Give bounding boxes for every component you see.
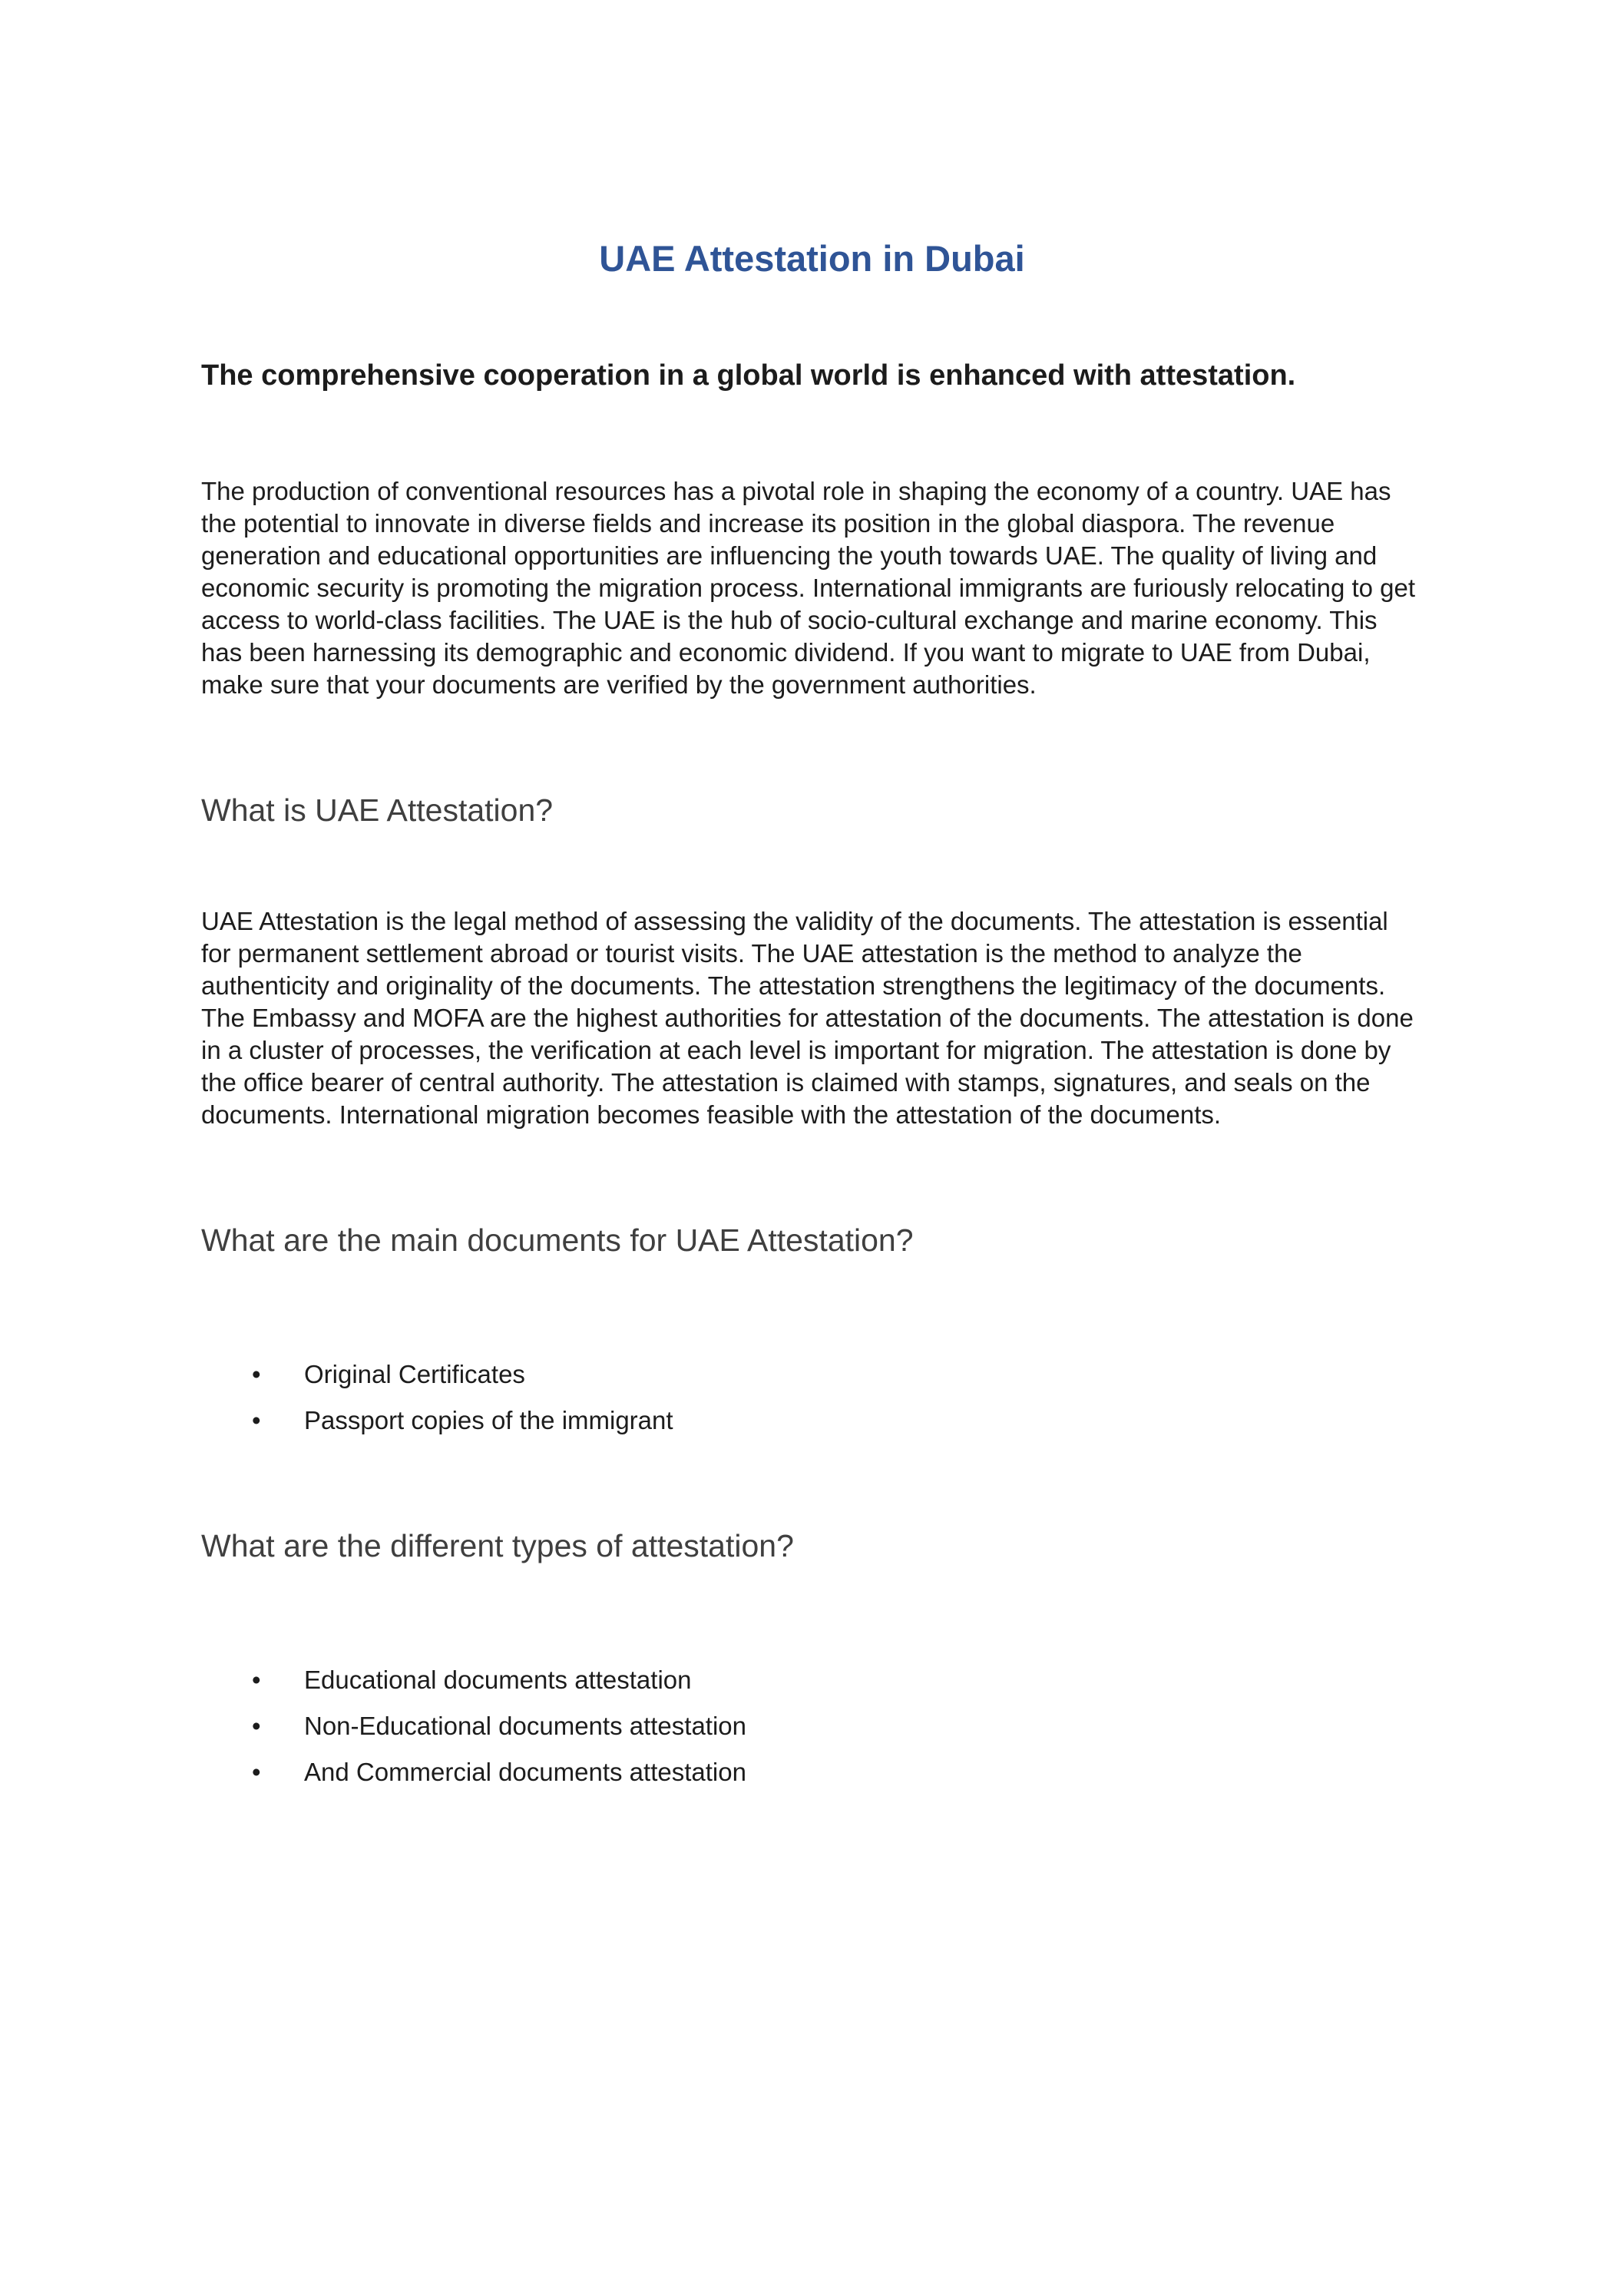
section-heading-main-documents: What are the main documents for UAE Attestation?	[201, 1222, 914, 1259]
section-heading-what-is: What is UAE Attestation?	[201, 792, 554, 829]
list-item-educational: • Educational documents attestation	[201, 1664, 1423, 1696]
list-item-non-educational: • Non-Educational documents attestation	[201, 1710, 1423, 1742]
intro-paragraph: The production of conventional resources has a pivotal role in shaping the economy of a country. UAE has the potential to innovate in diverse fields and increase its position in the global diaspora. The revenue generation and educational opportunities are influencing the youth towards UAE. The quality of living and economic security is promoting the migration process. International immigrants are furiously relocating to get access to world-class facilities. The UAE is the hub of socio-cultural exchange and marine economy. This has been harnessing its demographic and economic dividend. If you want to migrate to UAE from Dubai, make sure that your documents are verified by the government authorities.	[201, 477, 1416, 700]
list-item-original-certificates: • Original Certificates	[201, 1358, 1423, 1391]
document-title: UAE Attestation in Dubai	[599, 238, 1025, 279]
lede-heading: The comprehensive cooperation in a global world is enhanced with attestation.	[201, 359, 1296, 392]
list-item-commercial: • And Commercial documents attestation	[201, 1756, 1423, 1788]
list-item-passport-copies: • Passport copies of the immigrant	[201, 1404, 1423, 1437]
attestation-types-list	[201, 1664, 1423, 1788]
what-is-paragraph: UAE Attestation is the legal method of assessing the validity of the documents. The attestation is essential for permanent settlement abroad or tourist visits. The UAE attestation is the method to analyze the authenticity and originality of the documents. The attestation strengthens the legitimacy of the documents. The Embassy and MOFA are the highest authorities for attestation of the documents. The attestation is done in a cluster of processes, the verification at each level is important for migration. The attestation is done by the office bearer of central authority. The attestation is claimed with stamps, signatures, and seals on the documents. International migration becomes feasible with the attestation of the documents.	[201, 907, 1414, 1130]
main-documents-list	[201, 1358, 1423, 1437]
section-heading-types: What are the different types of attestation?	[201, 1528, 794, 1564]
